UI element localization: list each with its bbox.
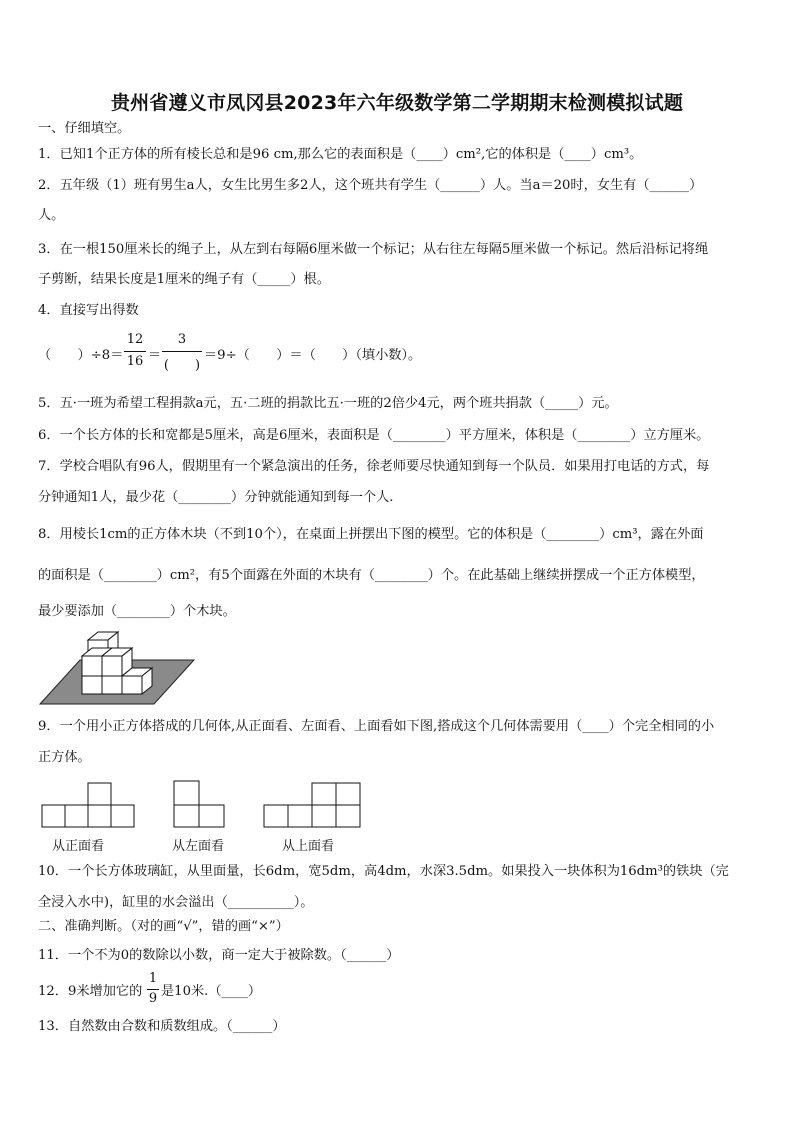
q4-expr-part-2: ＝9÷（ ）＝（ ）（填小数）。 xyxy=(204,348,422,363)
q12-fraction-numerator: 1 xyxy=(148,971,158,986)
question-10-line-1: 10．一个长方体玻璃缸，从里面量，长6dm，宽5dm，高4dm，水深3.5dm。如果投入一块体积为16dm³的铁块（完 xyxy=(38,864,729,879)
left-view-caption: 从左面看 xyxy=(172,839,225,854)
q4-fraction-1-numerator: 12 xyxy=(126,332,144,347)
question-7-line-2: 分钟通知1人，最少花（________）分钟就能通知到每一个人. xyxy=(38,490,394,505)
front-view-caption: 从正面看 xyxy=(52,839,105,854)
fraction-bar xyxy=(162,351,202,352)
q12-fraction-denominator: 9 xyxy=(148,991,158,1006)
question-2-line-2: 人。 xyxy=(38,208,65,223)
section-heading-fill-blanks: 一、仔细填空。 xyxy=(38,121,131,136)
top-view-caption: 从上面看 xyxy=(282,839,335,854)
question-3-line-1: 3．在一根150厘米长的绳子上，从左到右每隔6厘米做一个标记；从右往左每隔5厘米做一个标记。然后沿标记将绳 xyxy=(38,242,709,257)
question-13: 13．自然数由合数和质数组成。（______） xyxy=(38,1019,286,1034)
front-view-figure xyxy=(40,780,140,830)
q4-fraction-1 xyxy=(124,332,146,372)
cube-model-figure xyxy=(38,628,198,708)
question-2-line-1: 2．五年级（1）班有男生a人，女生比男生多2人，这个班共有学生（______）人。当a＝20时，女生有（______） xyxy=(38,178,703,193)
question-4: 4．直接写出得数 xyxy=(38,303,139,318)
q4-equals: ＝ xyxy=(148,348,162,363)
question-8-line-2: 的面积是（________）cm²，有5个面露在外面的木块有（________）个。在此基础上继续拼摆成一个正方体模型， xyxy=(38,568,705,583)
q4-fraction-2-numerator: 3 xyxy=(177,332,187,347)
question-1: 1．已知1个正方体的所有棱长总和是96 cm,那么它的表面积是（____）cm²,它的体积是（____）cm³。 xyxy=(38,147,643,162)
q4-expr-part-1: （ ）÷8＝ xyxy=(38,348,124,363)
top-view-figure xyxy=(262,778,364,830)
q12-fraction xyxy=(147,971,159,1011)
q4-fraction-2 xyxy=(162,332,202,372)
question-8-line-3: 最少要添加（________）个木块。 xyxy=(38,604,236,619)
page-title: 贵州省遵义市凤冈县2023年六年级数学第二学期期末检测模拟试题 xyxy=(110,92,684,114)
question-5: 5．五·一班为希望工程捐款a元，五·二班的捐款比五·一班的2倍少4元，两个班共捐款（_____）元。 xyxy=(38,396,618,411)
question-12-suffix: 是10米.（____） xyxy=(161,984,262,999)
question-8-line-1: 8．用棱长1cm的正方体木块（不到10个），在桌面上拼摆出下图的模型。它的体积是（________）cm³，露在外面 xyxy=(38,527,704,542)
question-6: 6．一个长方体的长和宽都是5厘米，高是6厘米，表面积是（________）平方厘米，体积是（________）立方厘米。 xyxy=(38,428,710,443)
fraction-bar xyxy=(124,351,146,352)
section-heading-true-false: 二、准确判断。（对的画“√”，错的画“×”） xyxy=(38,919,289,934)
left-view-figure xyxy=(172,778,232,830)
q4-fraction-1-denominator: 16 xyxy=(126,354,144,369)
question-12-prefix: 12．9米增加它的 xyxy=(38,984,143,999)
question-7-line-1: 7．学校合唱队有96人，假期里有一个紧急演出的任务，徐老师要尽快通知到每一个队员．如果用打电话的方式，每 xyxy=(38,459,710,474)
question-9-line-2: 正方体。 xyxy=(38,750,91,765)
q4-fraction-2-denominator: ( ) xyxy=(163,358,201,373)
question-10-line-2: 全浸入水中)，缸里的水会溢出（__________）。 xyxy=(38,895,314,910)
question-3-line-2: 子剪断，结果长度是1厘米的绳子有（_____）根。 xyxy=(38,272,330,287)
question-9-line-1: 9．一个用小正方体搭成的几何体,从正面看、左面看、上面看如下图,搭成这个几何体需要用（____）个完全相同的小 xyxy=(38,719,715,734)
question-11: 11．一个不为0的数除以小数，商一定大于被除数。（______） xyxy=(38,948,400,963)
fraction-bar xyxy=(147,989,159,990)
